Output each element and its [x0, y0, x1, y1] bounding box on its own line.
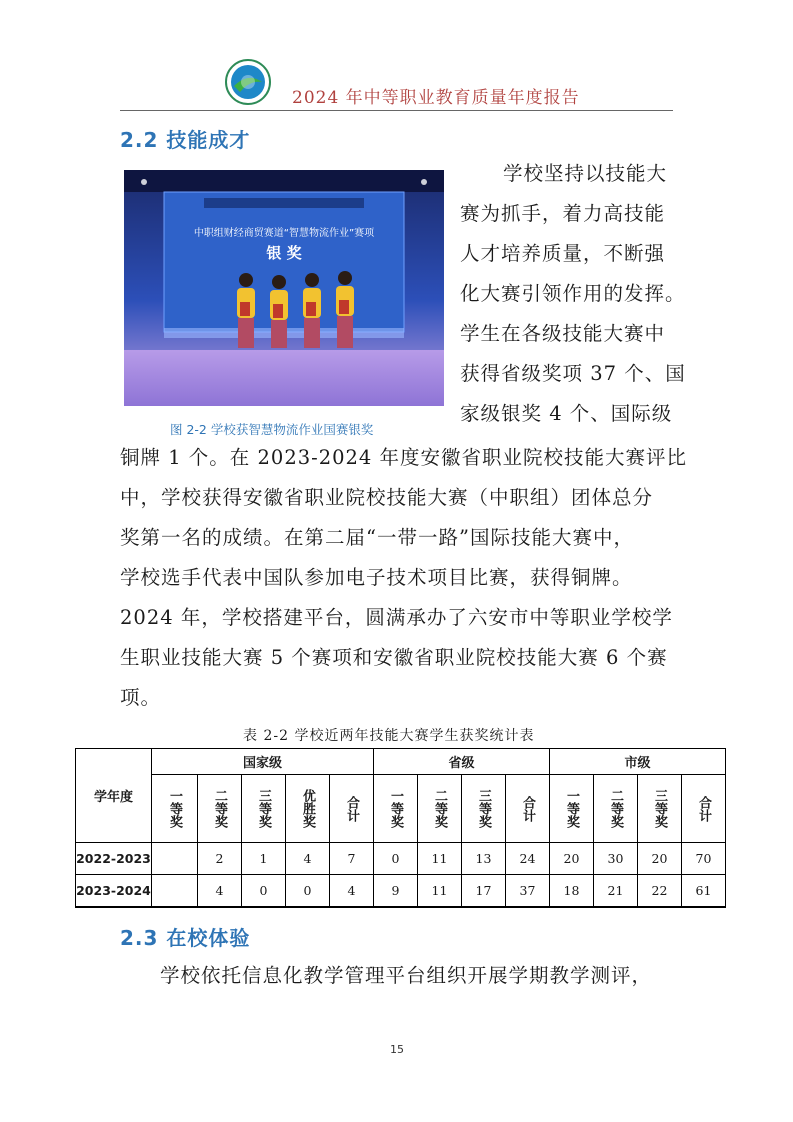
- table-cell: 0: [242, 875, 286, 907]
- header-divider: [120, 110, 673, 111]
- table-cell: 11: [418, 875, 462, 907]
- table-cell-year: 2023-2024: [76, 875, 152, 907]
- table-cell: 0: [286, 875, 330, 907]
- table-subheader: 二等奖: [198, 775, 242, 843]
- table-subheader: 合计: [506, 775, 550, 843]
- table-row: [76, 843, 726, 875]
- table-subheader: 二等奖: [594, 775, 638, 843]
- table-cell: 1: [242, 843, 286, 875]
- table-cell: [152, 875, 198, 907]
- table-header-row-subs: [76, 775, 726, 843]
- table-cell: 2: [198, 843, 242, 875]
- table-header-municipal: 市级: [550, 749, 726, 775]
- table-cell: 21: [594, 875, 638, 907]
- table-cell: 4: [330, 875, 374, 907]
- table-subheader: 二等奖: [418, 775, 462, 843]
- table-subheader: 合计: [682, 775, 726, 843]
- table-row: [76, 875, 726, 907]
- table-subheader: 优胜奖: [286, 775, 330, 843]
- table-cell: 20: [550, 843, 594, 875]
- table-cell: 0: [374, 843, 418, 875]
- table-subheader: 一等奖: [374, 775, 418, 843]
- text-line: 项。: [120, 686, 162, 709]
- table-subheader: 一等奖: [550, 775, 594, 843]
- table-header-row-groups: [76, 749, 726, 775]
- photo-caption: 图 2-2 学校获智慧物流作业国赛银奖: [170, 422, 374, 437]
- text-line: 学校选手代表中国队参加电子技术项目比赛，获得铜牌。: [120, 566, 633, 589]
- text-line: 人才培养质量，不断强: [460, 242, 666, 265]
- table-header-provincial: 省级: [374, 749, 550, 775]
- table-cell: 22: [638, 875, 682, 907]
- table-cell: 20: [638, 843, 682, 875]
- text-line: 奖第一名的成绩。在第二届“一带一路”国际技能大赛中，: [120, 526, 634, 549]
- table-cell: 24: [506, 843, 550, 875]
- table-cell: 17: [462, 875, 506, 907]
- photo-banner-line1: 中职组财经商贸赛道“智慧物流作业”赛项: [193, 228, 375, 239]
- table-cell: 4: [286, 843, 330, 875]
- table-subheader: 三等奖: [638, 775, 682, 843]
- table-subheader: 三等奖: [242, 775, 286, 843]
- table-cell: 70: [682, 843, 726, 875]
- text-line: 铜牌 1 个。在 2023-2024 年度安徽省职业院校技能大赛评比: [120, 446, 688, 469]
- text-line: 赛为抓手，着力高技能: [460, 202, 666, 225]
- table-cell: 30: [594, 843, 638, 875]
- text-line: 获得省级奖项 37 个、国: [460, 362, 686, 385]
- photo-banner-line2: 银 奖: [266, 244, 302, 262]
- table-subheader: 三等奖: [462, 775, 506, 843]
- school-logo: [224, 58, 272, 106]
- table-cell: 7: [330, 843, 374, 875]
- table-caption: 表 2-2 学校近两年技能大赛学生获奖统计表: [243, 728, 535, 744]
- award-photo: [124, 170, 444, 406]
- table-header-year: 学年度: [76, 749, 152, 843]
- table-header-national: 国家级: [152, 749, 374, 775]
- text-line: 家级银奖 4 个、国际级: [460, 402, 673, 425]
- text-line: 2024 年，学校搭建平台，圆满承办了六安市中等职业学校学: [120, 606, 673, 629]
- page-number: 15: [390, 1043, 404, 1056]
- section-title-skills: 2.2 技能成才: [120, 128, 251, 152]
- table-cell: 9: [374, 875, 418, 907]
- text-line: 化大赛引领作用的发挥。: [460, 282, 686, 305]
- table-subheader: 一等奖: [152, 775, 198, 843]
- text-line: 生职业技能大赛 5 个赛项和安徽省职业院校技能大赛 6 个赛: [120, 646, 668, 669]
- table-cell: 11: [418, 843, 462, 875]
- table-cell: [152, 843, 198, 875]
- table-cell: 13: [462, 843, 506, 875]
- table-cell: 37: [506, 875, 550, 907]
- award-statistics-table: [75, 748, 726, 908]
- table-subheader: 合计: [330, 775, 374, 843]
- text-line: 学校依托信息化教学管理平台组织开展学期教学测评，: [160, 964, 653, 987]
- header-title: 2024 年中等职业教育质量年度报告: [292, 88, 580, 108]
- section-title-campus-experience: 2.3 在校体验: [120, 926, 251, 950]
- text-line: 学校坚持以技能大: [503, 162, 668, 185]
- table-cell: 18: [550, 875, 594, 907]
- table-cell-year: 2022-2023: [76, 843, 152, 875]
- table-cell: 61: [682, 875, 726, 907]
- table-cell: 4: [198, 875, 242, 907]
- text-line: 学生在各级技能大赛中: [460, 322, 666, 345]
- text-line: 中，学校获得安徽省职业院校技能大赛（中职组）团体总分: [120, 486, 654, 509]
